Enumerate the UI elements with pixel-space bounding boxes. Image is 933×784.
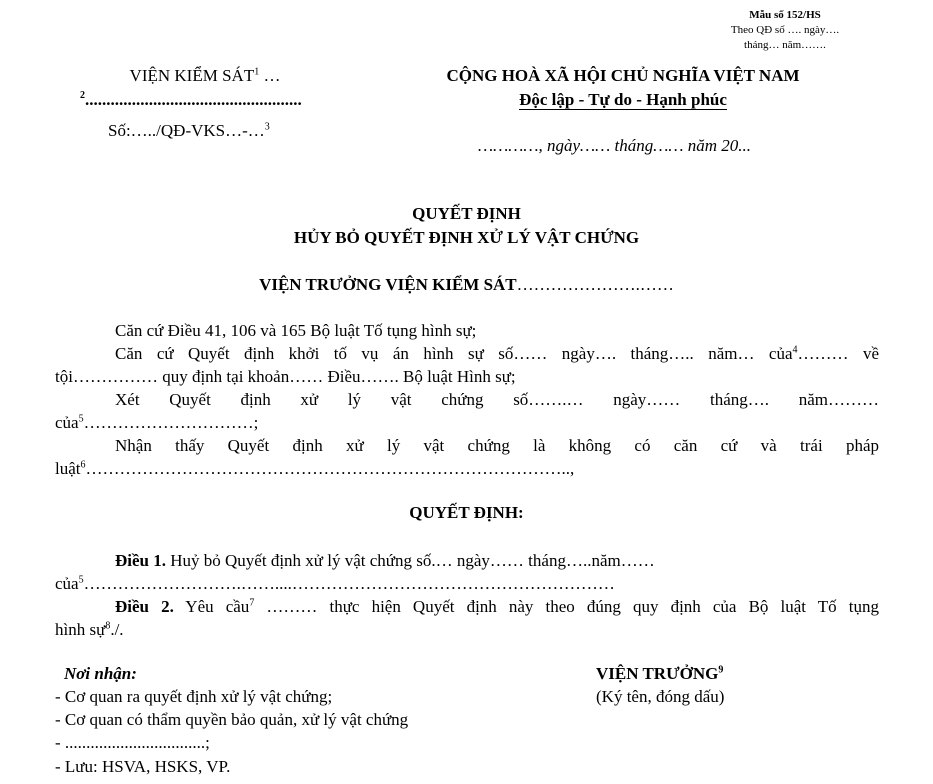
article-1-line-2: của$^5$……………………….……....………………………………………………… bbox=[55, 574, 615, 593]
form-code-block bbox=[690, 8, 880, 53]
recipient-item: - .................................; bbox=[55, 733, 210, 752]
basis-paragraph-2-line-2: tội…………… quy định tại khoản…… Điều……. Bộ luật Hình sự; bbox=[55, 367, 516, 386]
article-2-line-1: Điều 2. Yêu cầu$^7$ ……… thực hiện Quyết định này theo đúng quy định của Bộ luật Tố tụng bbox=[115, 597, 879, 616]
article-2-label: Điều 2. bbox=[115, 597, 174, 616]
issuing-authority: VIỆN TRƯỞNG VIỆN KIỂM SÁT………………….…… bbox=[259, 275, 674, 294]
agency-name: VIỆN KIỂM SÁT$^1$ … bbox=[129, 66, 281, 85]
article-1-label: Điều 1. bbox=[115, 551, 166, 570]
basis-paragraph-1: Căn cứ Điều 41, 106 và 165 Bộ luật Tố tụng hình sự; bbox=[115, 321, 477, 340]
basis-paragraph-4-line-2: luật$^6$………………………………………………………………………….., bbox=[55, 459, 575, 478]
recipient-item: - Cơ quan có thẩm quyền bảo quản, xử lý vật chứng bbox=[55, 710, 409, 729]
form-code-number: Mẫu số 152/HS bbox=[749, 9, 821, 21]
recipient-item: - Cơ quan ra quyết định xử lý vật chứng; bbox=[55, 687, 333, 706]
document-subtitle: HỦY BỎ QUYẾT ĐỊNH XỬ LÝ VẬT CHỨNG bbox=[293, 228, 640, 247]
national-title: CỘNG HOÀ XÃ HỘI CHỦ NGHĨA VIỆT NAM bbox=[446, 66, 800, 85]
basis-paragraph-3-line-1: Xét Quyết định xử lý vật chứng số…….… ngày…… tháng…. năm……… bbox=[115, 390, 879, 409]
document-title: QUYẾT ĐỊNH bbox=[412, 204, 521, 223]
signature-note: (Ký tên, đóng dấu) bbox=[596, 687, 725, 706]
form-code-date: tháng… năm……. bbox=[744, 39, 826, 51]
form-code-decision: Theo QĐ số …. ngày…. bbox=[730, 24, 840, 36]
signer-title: VIỆN TRƯỞNG$^9$ bbox=[596, 664, 724, 683]
document-number: Số:…../QĐ-VKS…-…$^3$ bbox=[108, 121, 270, 140]
article-2-line-2: hình sự$^8$./. bbox=[55, 620, 124, 639]
recipient-item: - Lưu: HSVA, HSKS, VP. bbox=[55, 757, 231, 776]
place-date: …………, ngày…… tháng…… năm 20... bbox=[478, 136, 751, 155]
decision-heading: QUYẾT ĐỊNH: bbox=[409, 503, 524, 522]
agency-subunit: $^2$................................................... bbox=[80, 90, 302, 109]
recipients-title: Nơi nhận: bbox=[64, 664, 137, 683]
basis-paragraph-3-line-2: của$^5$…………………………; bbox=[55, 413, 259, 432]
basis-paragraph-4-line-1: Nhận thấy Quyết định xử lý vật chứng là không có căn cứ và trái pháp bbox=[115, 436, 879, 455]
basis-paragraph-2-line-1: Căn cứ Quyết định khởi tố vụ án hình sự số…… ngày…. tháng….. năm… của$^4$……… về bbox=[115, 344, 879, 363]
article-1-line-1: Điều 1. Huỷ bỏ Quyết định xử lý vật chứng số.… ngày…… tháng…..năm…… bbox=[115, 551, 655, 570]
national-motto: Độc lập - Tự do - Hạnh phúc bbox=[519, 90, 727, 109]
